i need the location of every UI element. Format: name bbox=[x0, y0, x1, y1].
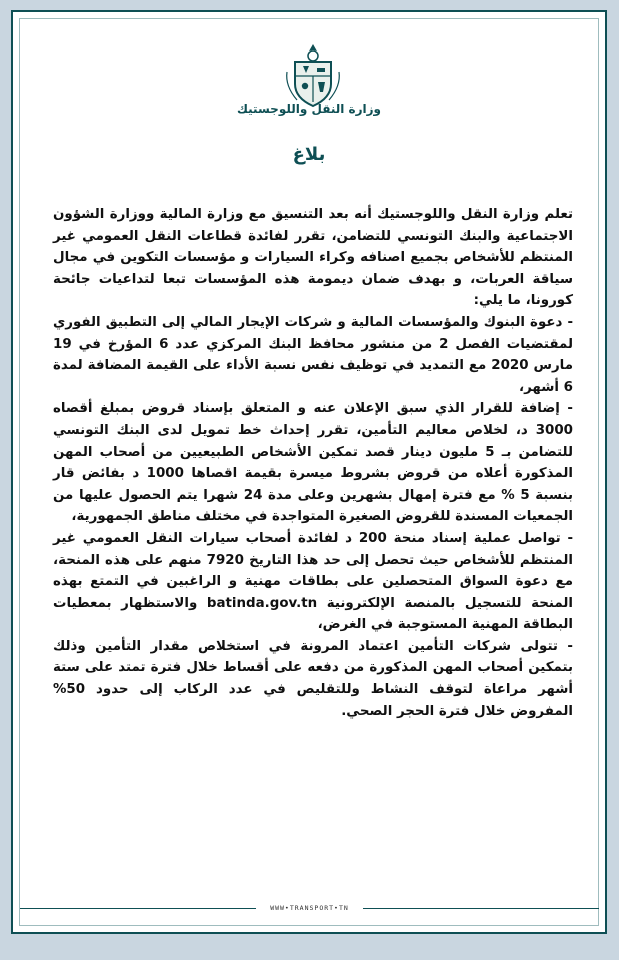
item-text: - تواصل عملية إسناد منحة 200 د لفائدة أصحاب سيارات النقل العمومي غير المنتظم للأشخاص حيث تحصل إلى حد هذا التاريخ 7920 منهم على هذه المنحة، مع دعوة السواق المتحصلين على بطاقات مهنية و الراغبين في التمتع بهذه المنحة للتسجيل بالمنصة الإلكترونية bbox=[53, 530, 574, 611]
footer-divider bbox=[363, 908, 599, 909]
communique-page bbox=[11, 10, 607, 934]
list-item: - إضافة للقرار الذي سبق الإعلان عنه و المتعلق بإسناد قروض بمبلغ أقصاه 3000 د، لخلاص معاليم التأمين، تقرر إحداث خط تمويل لدى البنك التونسي للتضامن بـ 5 مليون دينار قصد تمكين الأشخاص الطبيعيين من أصحاب المهن المذكورة أعلاه من قروض بشروط ميسرة بقيمة اقصاها 1000 د بفائض قار بنسبة 5 % مع فترة إمهال بشهرين وعلى مدة 24 شهرا يتم الحصول عليها من الجمعيات المسندة للقروض الصغيرة المتواجدة في مختلف مناطق الجمهورية، bbox=[53, 401, 574, 525]
list-item: - دعوة البنوك والمؤسسات المالية و شركات الإيجار المالي إلى التطبيق الفوري لمقتضيات الفصل 2 من منشور محافظ البنك المركزي عدد 6 المؤرخ في 19 مارس 2020 مع التمديد في توظيف نفس نسبة الأداء على القيمة المضافة لمدة 6 أشهر، bbox=[53, 314, 574, 395]
communique-body bbox=[53, 204, 573, 722]
list-item: - تتولى شركات التأمين اعتماد المرونة في استخلاص مقدار التأمين وذلك بتمكين أصحاب المهن المذكورة من دفعه على أقساط خلال فترة تمتد على ستة أشهر مراعاة لتوقف النشاط وللتقليص في عدد الركاب إلى حدود 50% المفروض خلال فترة الحجر الصحي. bbox=[53, 638, 573, 719]
footer-website: WWW•TRANSPORT•TN bbox=[270, 904, 349, 912]
ministry-name: وزارة النقل واللوجستيك bbox=[236, 102, 382, 116]
website-link[interactable]: batinda.gov.tn bbox=[206, 595, 318, 611]
list-item bbox=[53, 528, 573, 636]
intro-paragraph: تعلم وزارة النقل واللوجستيك أنه بعد التنسيق مع وزارة المالية ووزارة الشؤون الاجتماعية والبنك التونسي للتضامن، تقرر لفائدة قطاعات النقل العمومي غير المنتظم للأشخاص بجميع اصنافه وكراء السيارات و مؤسسات التكوين في مجال سياقة العربات، و بهدف ضمان ديمومة هذه المؤسسات تبعا لتداعيات جائحة كورونا، ما يلي: bbox=[53, 207, 573, 309]
page-title: بلاغ bbox=[292, 144, 326, 165]
item-text: والاستظهار بمعطيات البطاقة المهنية المستوجبة في الغرض، bbox=[53, 595, 573, 633]
